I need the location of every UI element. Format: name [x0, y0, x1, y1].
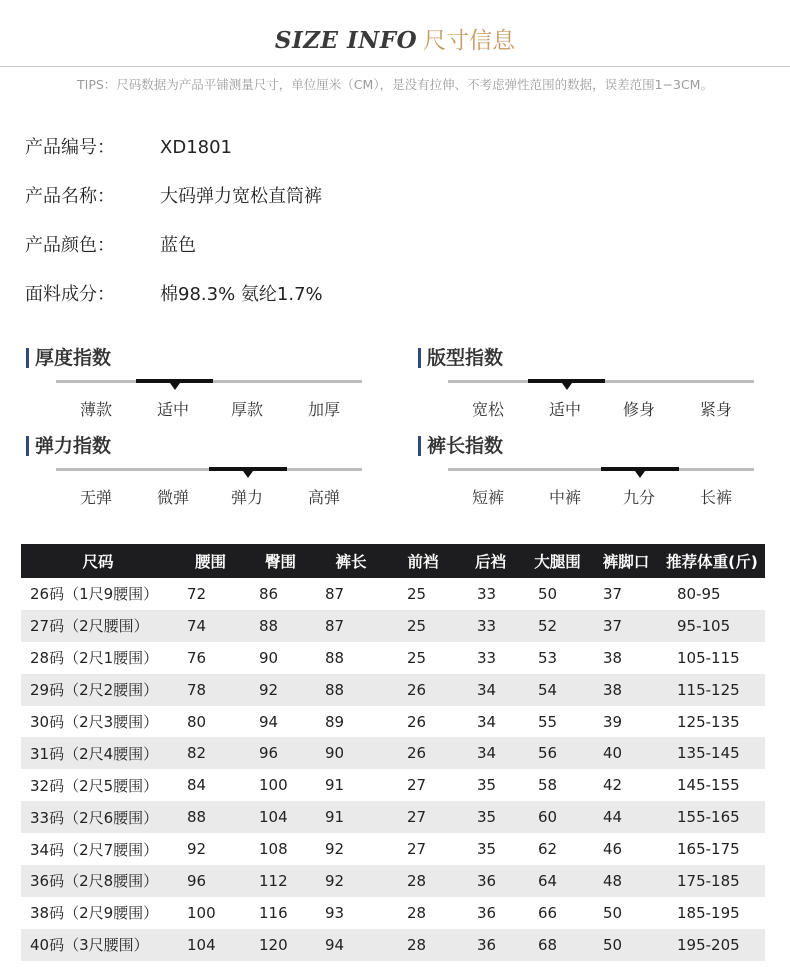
- scale-option: 短裤: [471, 488, 504, 507]
- table-row: [21, 769, 765, 801]
- table-header-row: [21, 544, 765, 578]
- table-cell: 92: [187, 840, 207, 859]
- table-cell: 116: [259, 903, 288, 922]
- info-label: 产品编号：: [25, 137, 115, 158]
- table-row: [21, 737, 765, 769]
- table-cell: 94: [259, 712, 279, 731]
- fit-index: [418, 348, 758, 419]
- index-scale: [56, 380, 362, 383]
- table-cell: 38: [593, 674, 659, 706]
- table-cell: 53: [538, 648, 558, 667]
- index-scale: [448, 468, 754, 471]
- index-title: 版型指数: [418, 348, 758, 368]
- table-cell: 30码（2尺3腰围）: [30, 713, 159, 731]
- table-cell: 89: [325, 712, 345, 731]
- table-cell: 185-195: [677, 903, 740, 922]
- table-cell: 80-95: [677, 584, 721, 603]
- scale-option: 紧身: [699, 400, 732, 419]
- table-cell: 100: [187, 903, 216, 922]
- scale-option: 长裤: [699, 488, 732, 507]
- table-cell: 39: [603, 712, 623, 731]
- table-cell: 33: [459, 610, 522, 642]
- table-cell: 108: [259, 840, 288, 859]
- info-value: XD1801: [160, 137, 232, 158]
- table-cell: 100: [259, 776, 288, 795]
- index-title: 弹力指数: [26, 436, 366, 456]
- table-cell: 54: [522, 674, 593, 706]
- table-cell: 92: [315, 865, 387, 897]
- scale-option: 厚款: [230, 400, 263, 419]
- page-title-en: SIZE INFO: [274, 27, 418, 54]
- table-cell: 74: [175, 610, 246, 642]
- scale-option: 中裤: [548, 488, 581, 507]
- table-cell: 195-205: [659, 929, 765, 961]
- table-cell: 38码（2尺9腰围）: [30, 904, 159, 923]
- table-row: [21, 578, 765, 610]
- elasticity-index: [26, 436, 366, 507]
- table-cell: 165-175: [677, 840, 740, 859]
- index-title: 厚度指数: [26, 348, 366, 368]
- info-label: 面料成分：: [25, 284, 115, 305]
- table-cell: 37: [593, 610, 659, 642]
- table-cell: 26: [387, 737, 459, 769]
- scale-option: 修身: [622, 400, 655, 419]
- table-cell: 86: [259, 584, 279, 603]
- table-cell: 88: [315, 674, 387, 706]
- table-cell: 33: [477, 584, 497, 603]
- table-cell: 82: [175, 737, 246, 769]
- table-row: [21, 801, 765, 833]
- table-row: [21, 642, 765, 674]
- table-cell: 68: [522, 929, 593, 961]
- table-cell: 87: [325, 584, 345, 603]
- table-cell: 104: [175, 929, 246, 961]
- info-label: 产品名称：: [25, 186, 115, 207]
- table-cell: 44: [593, 801, 659, 833]
- table-cell: 32码（2尺5腰围）: [30, 776, 159, 795]
- table-cell: 26: [387, 674, 459, 706]
- scale-option: 适中: [156, 400, 189, 419]
- table-cell: 28: [387, 865, 459, 897]
- table-cell: 28: [387, 929, 459, 961]
- tips-text: TIPS：尺码数据为产品平铺测量尺寸，单位厘米（CM），是没有拉伸、不考虑弹性范围的数据，误差范围1−3CM。: [77, 77, 713, 92]
- column-header: 后裆: [459, 544, 522, 578]
- info-value: 棉98.3% 氨纶1.7%: [160, 284, 323, 305]
- column-header: 腰围: [175, 544, 246, 578]
- table-cell: 88: [325, 648, 345, 667]
- scale-option: 适中: [548, 400, 581, 419]
- table-cell: 35: [459, 801, 522, 833]
- table-cell: 36: [459, 865, 522, 897]
- scale-arrow-icon: [562, 383, 572, 390]
- table-cell: 120: [246, 929, 315, 961]
- table-cell: 26: [407, 712, 427, 731]
- scale-arrow-icon: [170, 383, 180, 390]
- table-cell: 35: [477, 776, 497, 795]
- table-cell: 50: [593, 929, 659, 961]
- table-cell: 48: [593, 865, 659, 897]
- table-cell: 76: [187, 648, 207, 667]
- table-cell: 55: [538, 712, 558, 731]
- table-cell: 50: [603, 903, 623, 922]
- table-cell: 27: [407, 840, 427, 859]
- info-row-product-name: [25, 182, 322, 208]
- table-row: [21, 897, 765, 929]
- table-cell: 112: [246, 865, 315, 897]
- table-cell: 36码（2尺8腰围）: [21, 865, 175, 897]
- size-table: [21, 544, 765, 961]
- table-cell: 91: [315, 801, 387, 833]
- column-header: 前裆: [387, 544, 459, 578]
- table-cell: 145-155: [677, 776, 740, 795]
- table-cell: 125-135: [677, 712, 740, 731]
- scale-arrow-icon: [635, 471, 645, 478]
- thickness-index: [26, 348, 366, 419]
- scale-option: 宽松: [471, 400, 504, 419]
- table-cell: 31码（2尺4腰围）: [21, 737, 175, 769]
- table-cell: 28码（2尺1腰围）: [30, 649, 159, 668]
- index-title: 裤长指数: [418, 436, 758, 456]
- column-header: 臀围: [246, 544, 315, 578]
- table-row: [21, 706, 765, 738]
- table-cell: 62: [538, 840, 558, 859]
- table-cell: 46: [603, 840, 623, 859]
- table-cell: 155-165: [659, 801, 765, 833]
- table-cell: 36: [459, 929, 522, 961]
- table-cell: 28: [407, 903, 427, 922]
- column-header: 裤脚口: [593, 544, 659, 578]
- table-cell: 52: [522, 610, 593, 642]
- info-row-product-code: [25, 133, 232, 159]
- info-label: 产品颜色：: [25, 235, 115, 256]
- table-cell: 27: [407, 776, 427, 795]
- scale-option: 高弹: [307, 488, 340, 507]
- table-cell: 42: [603, 776, 623, 795]
- page-title: [0, 22, 790, 55]
- table-cell: 34: [459, 674, 522, 706]
- table-cell: 91: [325, 776, 345, 795]
- table-cell: 66: [538, 903, 558, 922]
- table-cell: 56: [522, 737, 593, 769]
- table-cell: 40码（3尺腰围）: [21, 929, 175, 961]
- table-cell: 78: [175, 674, 246, 706]
- table-cell: 87: [315, 610, 387, 642]
- table-row: [21, 610, 765, 642]
- table-cell: 88: [246, 610, 315, 642]
- table-cell: 34: [459, 737, 522, 769]
- scale-option: 无弹: [79, 488, 112, 507]
- column-header: 推荐体重(斤): [659, 544, 765, 578]
- table-cell: 25: [407, 648, 427, 667]
- table-row: [21, 833, 765, 865]
- table-cell: 175-185: [659, 865, 765, 897]
- scale-option: 弹力: [230, 488, 263, 507]
- table-cell: 25: [387, 610, 459, 642]
- page-title-cn: 尺寸信息: [423, 28, 516, 54]
- table-row: [21, 929, 765, 961]
- table-cell: 80: [187, 712, 207, 731]
- table-row: [21, 674, 765, 706]
- column-header: 大腿围: [522, 544, 593, 578]
- table-cell: 26码（1尺9腰围）: [30, 585, 159, 604]
- table-cell: 35: [477, 840, 497, 859]
- table-cell: 104: [246, 801, 315, 833]
- scale-arrow-icon: [243, 471, 253, 478]
- index-scale: [56, 468, 362, 471]
- table-cell: 27: [387, 801, 459, 833]
- table-cell: 34: [477, 712, 497, 731]
- table-cell: 64: [522, 865, 593, 897]
- table-cell: 27码（2尺腰围）: [21, 610, 175, 642]
- scale-option: 微弹: [156, 488, 189, 507]
- info-value: 大码弹力宽松直筒裤: [160, 186, 322, 207]
- info-value: 蓝色: [160, 235, 196, 256]
- table-cell: 50: [538, 584, 558, 603]
- table-cell: 96: [175, 865, 246, 897]
- table-cell: 115-125: [659, 674, 765, 706]
- table-cell: 94: [315, 929, 387, 961]
- table-cell: 84: [187, 776, 207, 795]
- index-scale: [448, 380, 754, 383]
- table-cell: 90: [259, 648, 279, 667]
- table-cell: 34码（2尺7腰围）: [30, 840, 159, 859]
- table-cell: 135-145: [659, 737, 765, 769]
- scale-option: 薄款: [79, 400, 112, 419]
- table-cell: 72: [187, 584, 207, 603]
- table-cell: 60: [522, 801, 593, 833]
- table-cell: 38: [603, 648, 623, 667]
- table-cell: 25: [407, 584, 427, 603]
- table-cell: 88: [175, 801, 246, 833]
- table-cell: 36: [477, 903, 497, 922]
- header-divider: [0, 66, 790, 67]
- info-row-fabric: [25, 280, 323, 306]
- table-row: [21, 865, 765, 897]
- table-cell: 96: [246, 737, 315, 769]
- scale-option: 九分: [622, 488, 655, 507]
- table-cell: 92: [246, 674, 315, 706]
- table-cell: 37: [603, 584, 623, 603]
- column-header: 裤长: [315, 544, 387, 578]
- table-cell: 58: [538, 776, 558, 795]
- table-cell: 105-115: [677, 648, 740, 667]
- column-header: 尺码: [21, 544, 175, 578]
- table-cell: 40: [593, 737, 659, 769]
- info-row-product-color: [25, 231, 196, 257]
- table-cell: 33: [477, 648, 497, 667]
- table-cell: 95-105: [659, 610, 765, 642]
- scale-option: 加厚: [307, 400, 340, 419]
- table-cell: 90: [315, 737, 387, 769]
- length-index: [418, 436, 758, 507]
- table-cell: 93: [325, 903, 345, 922]
- table-cell: 92: [325, 840, 345, 859]
- table-cell: 33码（2尺6腰围）: [21, 801, 175, 833]
- table-cell: 29码（2尺2腰围）: [21, 674, 175, 706]
